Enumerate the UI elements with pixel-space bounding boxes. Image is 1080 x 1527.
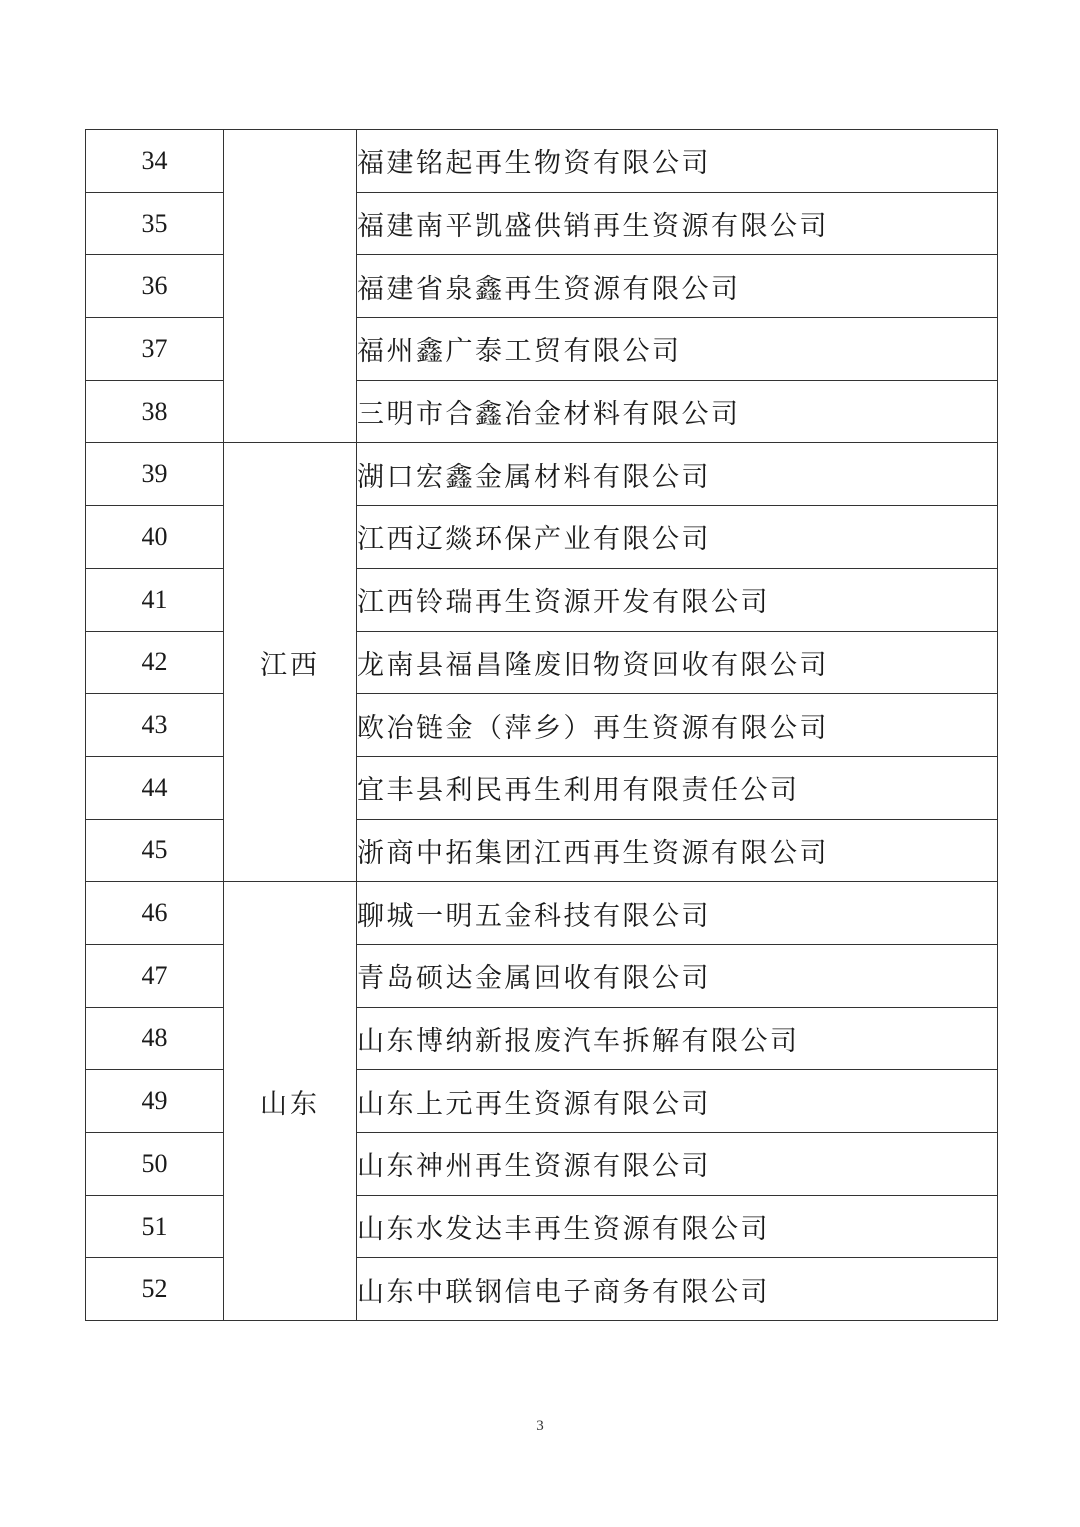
table-row: [86, 568, 998, 631]
company-name: 聊城一明五金科技有限公司: [357, 882, 998, 945]
row-number: 45: [86, 819, 224, 882]
table-row: [86, 944, 998, 1007]
province-cell-shandong: 山东: [224, 882, 357, 1321]
row-number: 43: [86, 694, 224, 757]
company-name: 山东上元再生资源有限公司: [357, 1070, 998, 1133]
company-name: 欧冶链金（萍乡）再生资源有限公司: [357, 694, 998, 757]
province-cell-fujian: [224, 130, 357, 443]
company-name: 福建南平凯盛供销再生资源有限公司: [357, 192, 998, 255]
row-number: 50: [86, 1133, 224, 1196]
company-list-table: [85, 129, 998, 1321]
row-number: 52: [86, 1258, 224, 1321]
table-row: [86, 819, 998, 882]
table-row: [86, 882, 998, 945]
table-row: [86, 1195, 998, 1258]
table-row: [86, 1258, 998, 1321]
row-number: 39: [86, 443, 224, 506]
row-number: 48: [86, 1007, 224, 1070]
row-number: 38: [86, 380, 224, 443]
table-row: [86, 1007, 998, 1070]
company-name: 宜丰县利民再生利用有限责任公司: [357, 756, 998, 819]
table-row: [86, 130, 998, 193]
table-row: [86, 380, 998, 443]
row-number: 41: [86, 568, 224, 631]
company-name: 福建铭起再生物资有限公司: [357, 130, 998, 193]
company-name: 福建省泉鑫再生资源有限公司: [357, 255, 998, 318]
company-name: 江西铃瑞再生资源开发有限公司: [357, 568, 998, 631]
table-row: [86, 255, 998, 318]
company-name: 龙南县福昌隆废旧物资回收有限公司: [357, 631, 998, 694]
table-row: [86, 631, 998, 694]
table-row: [86, 443, 998, 506]
row-number: 46: [86, 882, 224, 945]
row-number: 51: [86, 1195, 224, 1258]
company-name: 江西辽燚环保产业有限公司: [357, 506, 998, 569]
row-number: 35: [86, 192, 224, 255]
row-number: 37: [86, 318, 224, 381]
page-number: 3: [536, 1418, 544, 1434]
company-name: 青岛硕达金属回收有限公司: [357, 944, 998, 1007]
row-number: 40: [86, 506, 224, 569]
company-name: 浙商中拓集团江西再生资源有限公司: [357, 819, 998, 882]
company-name: 湖口宏鑫金属材料有限公司: [357, 443, 998, 506]
table-row: [86, 694, 998, 757]
table-row: [86, 318, 998, 381]
row-number: 36: [86, 255, 224, 318]
row-number: 47: [86, 944, 224, 1007]
table-row: [86, 756, 998, 819]
table-row: [86, 1133, 998, 1196]
row-number: 42: [86, 631, 224, 694]
company-name: 山东博纳新报废汽车拆解有限公司: [357, 1007, 998, 1070]
table-row: [86, 1070, 998, 1133]
province-cell-jiangxi: 江西: [224, 443, 357, 882]
row-number: 34: [86, 130, 224, 193]
row-number: 49: [86, 1070, 224, 1133]
row-number: 44: [86, 756, 224, 819]
table-row: [86, 506, 998, 569]
company-name: 山东水发达丰再生资源有限公司: [357, 1195, 998, 1258]
company-name: 山东中联钢信电子商务有限公司: [357, 1258, 998, 1321]
table-row: [86, 192, 998, 255]
company-name: 三明市合鑫冶金材料有限公司: [357, 380, 998, 443]
company-name: 山东神州再生资源有限公司: [357, 1133, 998, 1196]
company-name: 福州鑫广泰工贸有限公司: [357, 318, 998, 381]
